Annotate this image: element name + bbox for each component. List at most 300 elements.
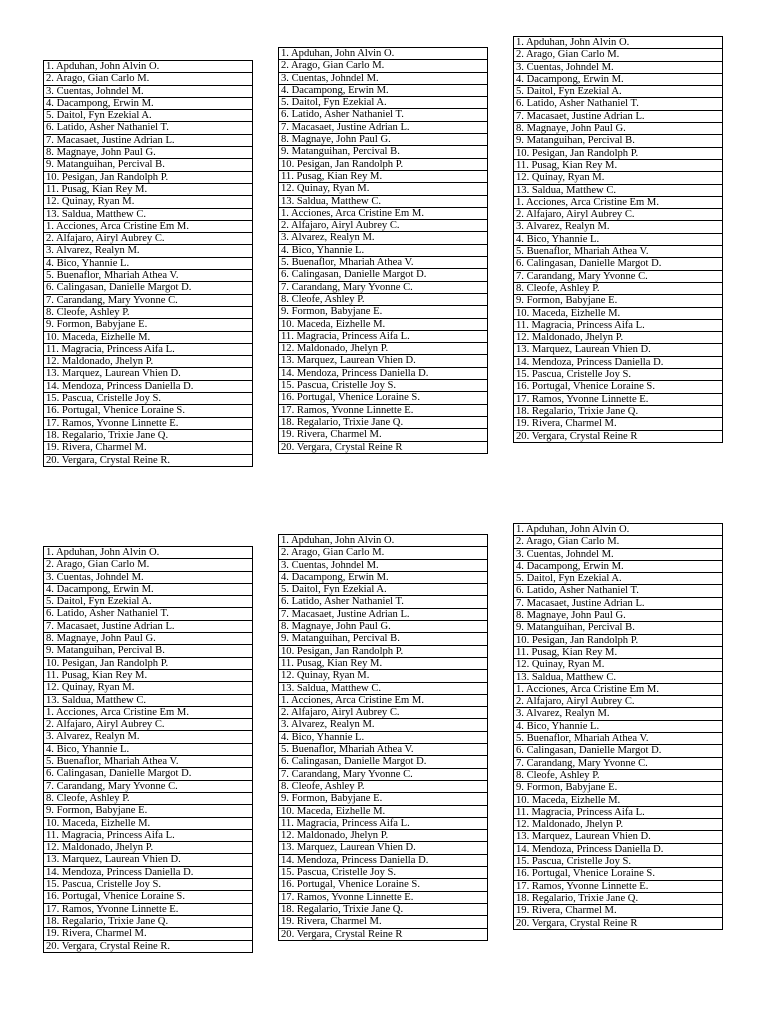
student-name-cell: 8. Cleofe, Ashley P.	[44, 792, 253, 804]
student-name-cell: 3. Alvarez, Realyn M.	[514, 221, 723, 233]
table-row	[514, 794, 723, 806]
student-name-cell: 7. Carandang, Mary Yvonne C.	[514, 757, 723, 769]
table-row	[279, 318, 488, 330]
table-row	[279, 195, 488, 207]
student-name-cell: 7. Macasaet, Justine Adrian L.	[44, 620, 253, 632]
student-name-cell: 12. Quinay, Ryan M.	[44, 682, 253, 694]
student-name-cell: 13. Marquez, Laurean Vhien D.	[514, 831, 723, 843]
table-row	[279, 293, 488, 305]
student-name-cell: 11. Magracia, Princess Aifa L.	[514, 806, 723, 818]
student-name-cell: 4. Bico, Yhannie L.	[514, 720, 723, 732]
student-name-cell: 10. Maceda, Eizhelle M.	[44, 817, 253, 829]
student-name-cell: 5. Daitol, Fyn Ezekial A.	[514, 86, 723, 98]
student-name-cell: 6. Calingasan, Danielle Margot D.	[514, 258, 723, 270]
table-row	[279, 330, 488, 342]
table-row	[279, 768, 488, 780]
student-name-cell: 3. Cuentas, Johndel M.	[44, 85, 253, 97]
table-row	[44, 891, 253, 903]
student-name-cell: 19. Rivera, Charmel M.	[279, 429, 488, 441]
roster-table-4	[43, 546, 253, 953]
student-name-cell: 4. Dacampong, Erwin M.	[279, 84, 488, 96]
student-name-cell: 1. Acciones, Arca Cristine Em M.	[514, 196, 723, 208]
table-row	[44, 380, 253, 392]
table-row	[514, 430, 723, 442]
table-row	[44, 368, 253, 380]
student-name-cell: 5. Buenaflor, Mhariah Athea V.	[514, 246, 723, 258]
student-name-cell: 2. Alfajaro, Airyl Aubrey C.	[514, 209, 723, 221]
table-row	[514, 757, 723, 769]
table-row	[514, 282, 723, 294]
table-row	[514, 905, 723, 917]
table-row	[279, 134, 488, 146]
student-name-cell: 4. Bico, Yhannie L.	[514, 233, 723, 245]
table-row	[514, 634, 723, 646]
table-row	[279, 170, 488, 182]
table-row	[514, 843, 723, 855]
table-row	[44, 233, 253, 245]
student-name-cell: 1. Apduhan, John Alvin O.	[44, 61, 253, 73]
table-row	[44, 731, 253, 743]
table-row	[514, 147, 723, 159]
table-row	[44, 183, 253, 195]
student-name-cell: 5. Buenaflor, Mhariah Athea V.	[514, 733, 723, 745]
table-row	[279, 903, 488, 915]
student-name-cell: 4. Dacampong, Erwin M.	[44, 97, 253, 109]
table-row	[44, 134, 253, 146]
student-name-cell: 14. Mendoza, Princess Daniella D.	[279, 854, 488, 866]
table-row	[279, 48, 488, 60]
table-row	[514, 209, 723, 221]
table-row	[44, 110, 253, 122]
student-name-cell: 18. Regalario, Trixie Jane Q.	[514, 405, 723, 417]
table-row	[44, 706, 253, 718]
table-row	[44, 620, 253, 632]
table-row	[279, 867, 488, 879]
student-name-cell: 3. Alvarez, Realyn M.	[44, 245, 253, 257]
table-row	[514, 246, 723, 258]
table-row	[44, 331, 253, 343]
student-name-cell: 19. Rivera, Charmel M.	[514, 905, 723, 917]
table-row	[514, 671, 723, 683]
table-row	[514, 745, 723, 757]
student-name-cell: 6. Calingasan, Danielle Margot D.	[44, 768, 253, 780]
student-name-cell: 3. Alvarez, Realyn M.	[279, 232, 488, 244]
table-row	[514, 548, 723, 560]
student-name-cell: 1. Acciones, Arca Cristine Em M.	[279, 207, 488, 219]
table-row	[514, 344, 723, 356]
table-row	[44, 756, 253, 768]
student-name-cell: 20. Vergara, Crystal Reine R	[281, 928, 403, 940]
student-name-cell: 2. Alfajaro, Airyl Aubrey C.	[279, 220, 488, 232]
table-row	[279, 535, 488, 547]
table-row	[44, 645, 253, 657]
roster-table-1	[43, 60, 253, 467]
student-name-cell: 15. Pascua, Cristelle Joy S.	[44, 393, 253, 405]
table-row	[279, 719, 488, 731]
table-row	[514, 917, 723, 929]
student-name-cell: 17. Ramos, Yvonne Linnette E.	[44, 417, 253, 429]
student-name-cell: 13. Marquez, Laurean Vhien D.	[279, 355, 488, 367]
student-name-cell: 2. Alfajaro, Airyl Aubrey C.	[514, 696, 723, 708]
table-row	[514, 356, 723, 368]
student-name-cell: 2. Arago, Gian Carlo M.	[279, 60, 488, 72]
table-row	[279, 559, 488, 571]
student-name-cell: 14. Mendoza, Princess Daniella D.	[44, 866, 253, 878]
roster-table-2	[278, 47, 488, 454]
table-row	[44, 940, 253, 952]
student-name-cell: 6. Calingasan, Danielle Margot D.	[279, 756, 488, 768]
student-name-cell: 16. Portugal, Vhenice Loraine S.	[514, 868, 723, 880]
table-row	[514, 733, 723, 745]
student-name-cell: 10. Pesigan, Jan Randolph P.	[514, 147, 723, 159]
student-name-cell: 5. Buenaflor, Mhariah Athea V.	[279, 744, 488, 756]
table-row	[514, 892, 723, 904]
table-row	[44, 842, 253, 854]
student-name-cell: 4. Dacampong, Erwin M.	[44, 583, 253, 595]
table-row	[514, 782, 723, 794]
student-name-cell: 1. Apduhan, John Alvin O.	[279, 535, 488, 547]
student-name-cell: 11. Pusag, Kian Rey M.	[279, 170, 488, 182]
table-row	[44, 928, 253, 940]
student-name-cell: 14. Mendoza, Princess Daniella D.	[279, 367, 488, 379]
table-row	[279, 670, 488, 682]
student-name-cell: 9. Matanguihan, Percival B.	[514, 135, 723, 147]
student-name-cell: 10. Maceda, Eizhelle M.	[44, 331, 253, 343]
table-row	[44, 61, 253, 73]
table-row	[279, 232, 488, 244]
student-name-cell: 11. Pusag, Kian Rey M.	[44, 669, 253, 681]
student-name-cell: 8. Magnaye, John Paul G.	[44, 633, 253, 645]
table-row	[44, 196, 253, 208]
student-name-cell: 6. Latido, Asher Nathaniel T.	[514, 98, 723, 110]
table-row	[279, 84, 488, 96]
table-row	[514, 172, 723, 184]
student-name-cell: 5. Daitol, Fyn Ezekial A.	[279, 97, 488, 109]
student-name-cell: 16. Portugal, Vhenice Loraine S.	[279, 392, 488, 404]
table-row	[514, 646, 723, 658]
table-row	[279, 429, 488, 441]
table-row	[44, 171, 253, 183]
table-row	[514, 295, 723, 307]
table-row	[44, 829, 253, 841]
table-row	[514, 123, 723, 135]
table-row	[44, 282, 253, 294]
table-row	[44, 306, 253, 318]
table-row	[279, 343, 488, 355]
student-name-cell: 13. Marquez, Laurean Vhien D.	[514, 344, 723, 356]
table-row	[279, 682, 488, 694]
table-row	[279, 146, 488, 158]
student-name-cell: 7. Macasaet, Justine Adrian L.	[279, 608, 488, 620]
table-row	[44, 596, 253, 608]
table-row	[279, 380, 488, 392]
student-name-cell: 9. Matanguihan, Percival B.	[514, 622, 723, 634]
table-row	[44, 879, 253, 891]
table-row	[514, 831, 723, 843]
table-row	[514, 381, 723, 393]
table-row	[279, 306, 488, 318]
table-row	[279, 805, 488, 817]
student-name-cell: 9. Matanguihan, Percival B.	[279, 146, 488, 158]
table-row	[514, 135, 723, 147]
student-name-cell: 5. Buenaflor, Mhariah Athea V.	[44, 270, 253, 282]
student-name-cell: 2. Alfajaro, Airyl Aubrey C.	[44, 719, 253, 731]
table-row	[514, 73, 723, 85]
table-row	[514, 536, 723, 548]
student-name-cell: 9. Matanguihan, Percival B.	[44, 159, 253, 171]
student-name-cell: 10. Pesigan, Jan Randolph P.	[279, 158, 488, 170]
student-name-cell: 5. Buenaflor, Mhariah Athea V.	[44, 756, 253, 768]
student-name-cell: 1. Apduhan, John Alvin O.	[514, 37, 723, 49]
student-name-cell: 12. Maldonado, Jhelyn P.	[44, 842, 253, 854]
student-name-cell: 18. Regalario, Trixie Jane Q.	[279, 416, 488, 428]
table-row	[279, 109, 488, 121]
student-name-cell: 18. Regalario, Trixie Jane Q.	[279, 903, 488, 915]
student-name-cell: 6. Latido, Asher Nathaniel T.	[514, 585, 723, 597]
table-row	[514, 233, 723, 245]
table-row	[514, 622, 723, 634]
table-row	[514, 524, 723, 536]
student-name-cell: 18. Regalario, Trixie Jane Q.	[514, 892, 723, 904]
table-row	[44, 792, 253, 804]
student-name-cell: 2. Arago, Gian Carlo M.	[44, 559, 253, 571]
student-name-cell: 17. Ramos, Yvonne Linnette E.	[514, 393, 723, 405]
student-name-cell: 11. Pusag, Kian Rey M.	[514, 646, 723, 658]
student-name-cell: 18. Regalario, Trixie Jane Q.	[44, 429, 253, 441]
table-row	[44, 817, 253, 829]
student-name-cell: 15. Pascua, Cristelle Joy S.	[279, 380, 488, 392]
table-row	[44, 257, 253, 269]
student-name-cell: 3. Cuentas, Johndel M.	[279, 559, 488, 571]
table-row	[279, 731, 488, 743]
student-name-cell: 12. Quinay, Ryan M.	[514, 172, 723, 184]
student-name-cell: 13. Marquez, Laurean Vhien D.	[44, 368, 253, 380]
student-name-cell: 7. Carandang, Mary Yvonne C.	[279, 281, 488, 293]
student-name-cell: 8. Magnaye, John Paul G.	[279, 134, 488, 146]
table-row	[279, 621, 488, 633]
student-name-cell: 19. Rivera, Charmel M.	[44, 928, 253, 940]
student-name-cell: 20. Vergara, Crystal Reine R	[516, 430, 638, 442]
table-row	[514, 110, 723, 122]
student-name-cell: 1. Acciones, Arca Cristine Em M.	[44, 706, 253, 718]
table-row	[279, 441, 488, 453]
student-name-cell: 3. Alvarez, Realyn M.	[514, 708, 723, 720]
table-row	[279, 257, 488, 269]
roster-table-3	[513, 36, 723, 443]
student-name-cell: 17. Ramos, Yvonne Linnette E.	[514, 880, 723, 892]
table-row	[514, 332, 723, 344]
student-name-cell: 8. Cleofe, Ashley P.	[279, 780, 488, 792]
student-name-cell: 11. Magracia, Princess Aifa L.	[514, 319, 723, 331]
student-name-cell: 7. Macasaet, Justine Adrian L.	[514, 597, 723, 609]
student-name-cell: 9. Formon, Babyjane E.	[279, 793, 488, 805]
table-row	[44, 270, 253, 282]
student-name-cell: 6. Calingasan, Danielle Margot D.	[514, 745, 723, 757]
table-row	[279, 60, 488, 72]
table-row	[44, 159, 253, 171]
table-row	[279, 756, 488, 768]
table-row	[44, 319, 253, 331]
table-row	[44, 719, 253, 731]
table-row	[279, 928, 488, 940]
table-row	[514, 159, 723, 171]
table-row	[279, 707, 488, 719]
student-name-cell: 3. Alvarez, Realyn M.	[44, 731, 253, 743]
table-row	[279, 596, 488, 608]
student-name-cell: 1. Apduhan, John Alvin O.	[279, 48, 488, 60]
table-row	[279, 121, 488, 133]
student-name-cell: 10. Pesigan, Jan Randolph P.	[514, 634, 723, 646]
student-name-cell: 4. Bico, Yhannie L.	[44, 257, 253, 269]
student-name-cell: 6. Latido, Asher Nathaniel T.	[44, 122, 253, 134]
table-row	[514, 696, 723, 708]
table-row	[44, 608, 253, 620]
table-row	[279, 392, 488, 404]
table-row	[44, 768, 253, 780]
student-name-cell: 11. Magracia, Princess Aifa L.	[279, 330, 488, 342]
table-row	[514, 184, 723, 196]
table-row	[279, 842, 488, 854]
table-row	[44, 633, 253, 645]
table-row	[514, 720, 723, 732]
table-row	[279, 571, 488, 583]
table-row	[279, 158, 488, 170]
table-row	[279, 817, 488, 829]
student-name-cell: 15. Pascua, Cristelle Joy S.	[514, 369, 723, 381]
table-row	[279, 694, 488, 706]
student-name-cell: 11. Magracia, Princess Aifa L.	[279, 817, 488, 829]
table-row	[44, 669, 253, 681]
table-row	[514, 37, 723, 49]
table-row	[279, 244, 488, 256]
student-name-cell: 8. Magnaye, John Paul G.	[514, 610, 723, 622]
student-name-cell: 11. Magracia, Princess Aifa L.	[44, 829, 253, 841]
student-name-cell: 13. Marquez, Laurean Vhien D.	[44, 854, 253, 866]
student-name-cell: 7. Carandang, Mary Yvonne C.	[279, 768, 488, 780]
table-row	[514, 369, 723, 381]
student-name-cell: 5. Buenaflor, Mhariah Athea V.	[279, 257, 488, 269]
student-name-cell: 15. Pascua, Cristelle Joy S.	[44, 879, 253, 891]
table-row	[514, 61, 723, 73]
student-name-cell: 7. Carandang, Mary Yvonne C.	[514, 270, 723, 282]
table-row	[514, 221, 723, 233]
table-row	[44, 866, 253, 878]
student-name-cell: 13. Marquez, Laurean Vhien D.	[279, 842, 488, 854]
table-row	[44, 442, 253, 454]
student-name-cell: 11. Magracia, Princess Aifa L.	[44, 343, 253, 355]
table-row	[514, 806, 723, 818]
table-row	[514, 393, 723, 405]
table-row	[279, 183, 488, 195]
table-row	[44, 682, 253, 694]
table-row	[279, 355, 488, 367]
student-name-cell: 5. Daitol, Fyn Ezekial A.	[514, 573, 723, 585]
student-name-cell: 9. Formon, Babyjane E.	[514, 782, 723, 794]
student-name-cell: 13. Saldua, Matthew C.	[44, 694, 253, 706]
table-row	[44, 356, 253, 368]
table-row	[44, 915, 253, 927]
table-row	[279, 916, 488, 928]
table-row	[279, 744, 488, 756]
student-name-cell: 2. Arago, Gian Carlo M.	[44, 73, 253, 85]
student-name-cell: 12. Quinay, Ryan M.	[279, 670, 488, 682]
student-name-cell: 20. Vergara, Crystal Reine R.	[46, 940, 171, 952]
table-row	[44, 694, 253, 706]
student-name-cell: 9. Formon, Babyjane E.	[44, 805, 253, 817]
student-name-cell: 11. Pusag, Kian Rey M.	[514, 159, 723, 171]
table-row	[514, 270, 723, 282]
student-name-cell: 6. Latido, Asher Nathaniel T.	[44, 608, 253, 620]
roster-table-6	[513, 523, 723, 930]
table-row	[279, 269, 488, 281]
table-row	[44, 97, 253, 109]
table-row	[279, 830, 488, 842]
table-row	[279, 780, 488, 792]
student-name-cell: 3. Cuentas, Johndel M.	[44, 571, 253, 583]
table-row	[279, 404, 488, 416]
student-name-cell: 4. Bico, Yhannie L.	[279, 244, 488, 256]
student-name-cell: 8. Magnaye, John Paul G.	[514, 123, 723, 135]
student-name-cell: 2. Alfajaro, Airyl Aubrey C.	[279, 707, 488, 719]
table-row	[514, 868, 723, 880]
student-name-cell: 8. Cleofe, Ashley P.	[514, 282, 723, 294]
student-name-cell: 13. Saldua, Matthew C.	[279, 682, 488, 694]
student-name-cell: 5. Daitol, Fyn Ezekial A.	[44, 596, 253, 608]
student-name-cell: 9. Matanguihan, Percival B.	[279, 633, 488, 645]
table-row	[514, 307, 723, 319]
student-name-cell: 19. Rivera, Charmel M.	[279, 916, 488, 928]
student-name-cell: 2. Arago, Gian Carlo M.	[514, 49, 723, 61]
roster-table-5	[278, 534, 488, 941]
table-row	[279, 891, 488, 903]
table-row	[44, 429, 253, 441]
student-name-cell: 8. Cleofe, Ashley P.	[279, 293, 488, 305]
student-name-cell: 9. Matanguihan, Percival B.	[44, 645, 253, 657]
student-name-cell: 14. Mendoza, Princess Daniella D.	[44, 380, 253, 392]
table-row	[514, 880, 723, 892]
table-row	[514, 585, 723, 597]
student-name-cell: 17. Ramos, Yvonne Linnette E.	[44, 903, 253, 915]
table-row	[44, 780, 253, 792]
student-name-cell: 7. Macasaet, Justine Adrian L.	[514, 110, 723, 122]
student-name-cell: 12. Maldonado, Jhelyn P.	[514, 332, 723, 344]
student-name-cell: 2. Arago, Gian Carlo M.	[514, 536, 723, 548]
student-name-cell: 2. Alfajaro, Airyl Aubrey C.	[44, 233, 253, 245]
student-name-cell: 3. Cuentas, Johndel M.	[514, 548, 723, 560]
student-name-cell: 4. Dacampong, Erwin M.	[514, 73, 723, 85]
student-name-cell: 1. Acciones, Arca Cristine Em M.	[44, 220, 253, 232]
student-name-cell: 16. Portugal, Vhenice Loraine S.	[44, 405, 253, 417]
table-row	[514, 49, 723, 61]
table-row	[514, 610, 723, 622]
table-row	[44, 147, 253, 159]
student-name-cell: 5. Daitol, Fyn Ezekial A.	[279, 584, 488, 596]
table-row	[514, 98, 723, 110]
student-name-cell: 3. Cuentas, Johndel M.	[514, 61, 723, 73]
student-name-cell: 20. Vergara, Crystal Reine R	[516, 917, 638, 929]
table-row	[514, 597, 723, 609]
table-row	[279, 97, 488, 109]
student-name-cell: 7. Macasaet, Justine Adrian L.	[44, 134, 253, 146]
student-name-cell: 2. Arago, Gian Carlo M.	[279, 547, 488, 559]
student-name-cell: 1. Acciones, Arca Cristine Em M.	[279, 694, 488, 706]
student-name-cell: 14. Mendoza, Princess Daniella D.	[514, 843, 723, 855]
table-row	[279, 608, 488, 620]
table-row	[44, 417, 253, 429]
table-row	[514, 405, 723, 417]
student-name-cell: 6. Latido, Asher Nathaniel T.	[279, 109, 488, 121]
student-name-cell: 8. Magnaye, John Paul G.	[44, 147, 253, 159]
